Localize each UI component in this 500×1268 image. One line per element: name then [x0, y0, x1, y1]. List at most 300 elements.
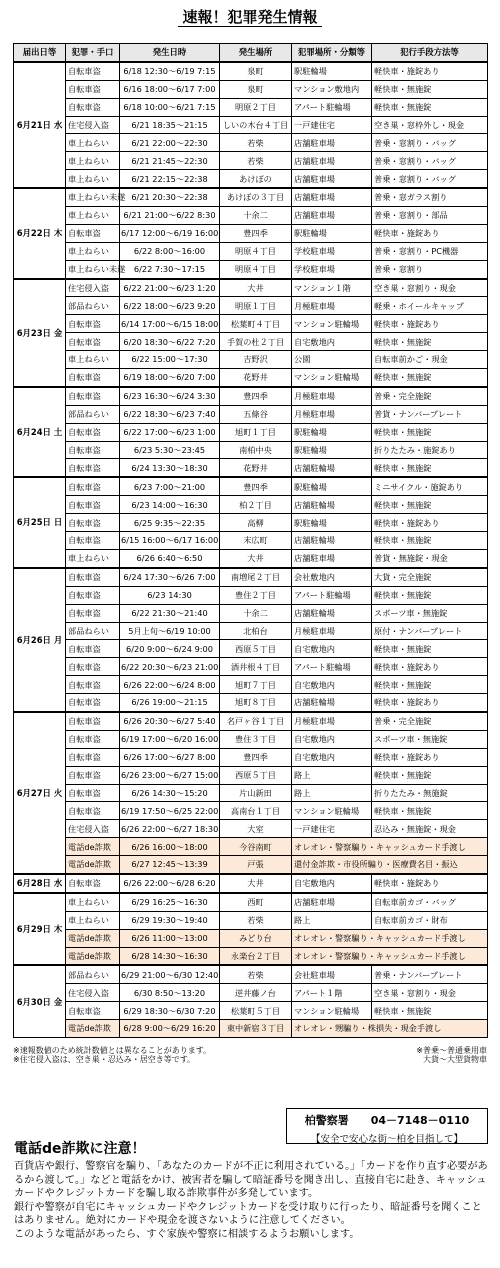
- datetime-cell: 6/21 21:45～22:30: [120, 152, 220, 170]
- location-cell: 松葉町４丁目: [220, 315, 292, 333]
- datetime-cell: 6/24 17:30～6/26 7:00: [120, 568, 220, 586]
- date-group: [14, 62, 488, 188]
- method-cell: 普乗・窓割り: [372, 260, 488, 278]
- place-category-cell: 会社敷地内: [292, 568, 372, 586]
- header-crime-type: 犯罪・手口: [66, 44, 120, 62]
- report-weekday: 木: [53, 923, 63, 934]
- method-cell: 普乗・完全施錠: [372, 387, 488, 405]
- datetime-cell: 6/26 6:40～6:50: [120, 549, 220, 567]
- table-row: [14, 496, 488, 514]
- header-location: 発生場所: [220, 44, 292, 62]
- crime-type-cell: 自転車盗: [66, 874, 120, 893]
- place-category-cell: 一戸建住宅: [292, 116, 372, 134]
- method-cell: 軽快車・施錠あり: [372, 748, 488, 766]
- method-cell: 軽快車・無施錠: [372, 802, 488, 820]
- location-cell: 片山新田: [220, 784, 292, 802]
- location-cell: 若柴: [220, 134, 292, 152]
- report-date: 6月22日: [16, 228, 51, 239]
- place-category-cell: 駅駐輪場: [292, 514, 372, 532]
- report-date: 6月28日: [16, 878, 51, 889]
- datetime-cell: 6/26 23:00～6/27 15:00: [120, 766, 220, 784]
- table-row: [14, 116, 488, 134]
- table-row: [14, 188, 488, 206]
- note-line: ※普乗～普通乗用車: [416, 1046, 487, 1055]
- table-row: [14, 333, 488, 351]
- datetime-cell: 6/16 18:00～6/17 7:00: [120, 80, 220, 98]
- crime-type-cell: 電話de詐欺: [66, 856, 120, 874]
- datetime-cell: 6/21 22:00～22:30: [120, 134, 220, 152]
- crime-type-cell: 部品ねらい: [66, 297, 120, 315]
- table-row: [14, 640, 488, 658]
- location-cell: 手賀の杜２丁目: [220, 333, 292, 351]
- place-category-cell: 駅駐輪場: [292, 423, 372, 441]
- note-line: 大貨～大型貨物車: [423, 1055, 487, 1064]
- method-cell: 普乗・窓割り・バッグ: [372, 170, 488, 188]
- table-row: [14, 423, 488, 441]
- location-cell: 西町: [220, 893, 292, 911]
- header-place-category: 犯罪場所・分類等: [292, 44, 372, 62]
- table-row: [14, 1002, 488, 1020]
- table-row: [14, 766, 488, 784]
- table-row: [14, 929, 488, 947]
- datetime-cell: 6/26 17:00～6/27 8:00: [120, 748, 220, 766]
- table-row: [14, 622, 488, 640]
- datetime-cell: 6/22 20:30～6/23 21:00: [120, 658, 220, 676]
- method-cell: 軽快車・無施錠: [372, 1002, 488, 1020]
- report-date-cell: [14, 387, 66, 477]
- location-cell: 永楽台２丁目: [220, 947, 292, 965]
- place-category-cell: アパート駐輪場: [292, 658, 372, 676]
- date-group: [14, 387, 488, 477]
- datetime-cell: 6/27 12:45～13:39: [120, 856, 220, 874]
- table-row: [14, 549, 488, 567]
- crime-type-cell: 自転車盗: [66, 532, 120, 550]
- location-cell: 豊住３丁目: [220, 730, 292, 748]
- table-row: [14, 694, 488, 712]
- datetime-cell: 6/30 8:50～13:20: [120, 984, 220, 1002]
- notes-left: [13, 1046, 211, 1064]
- crime-type-cell: 自転車盗: [66, 333, 120, 351]
- table-row: [14, 134, 488, 152]
- table-row: [14, 712, 488, 730]
- place-category-cell: 月極駐車場: [292, 622, 372, 640]
- header-method: 犯行手段方法等: [372, 44, 488, 62]
- method-cell: 空き巣・窓割り・現金: [372, 984, 488, 1002]
- location-cell: 大井: [220, 549, 292, 567]
- table-row: [14, 730, 488, 748]
- table-row: [14, 98, 488, 116]
- police-contact-box: [286, 1108, 488, 1144]
- crime-type-cell: 車上ねらい未遂: [66, 260, 120, 278]
- report-date: 6月29日: [16, 923, 51, 934]
- report-date: 6月23日: [16, 327, 51, 338]
- location-cell: あけぼの: [220, 170, 292, 188]
- location-cell: 若柴: [220, 965, 292, 983]
- location-cell: 西原５丁目: [220, 640, 292, 658]
- method-cell: 普乗・完全施錠: [372, 712, 488, 730]
- location-cell: 豊四季: [220, 387, 292, 405]
- datetime-cell: 6/26 11:00～13:00: [120, 929, 220, 947]
- date-group: [14, 279, 488, 387]
- crime-type-cell: 自転車盗: [66, 477, 120, 495]
- place-category-cell: 自宅敷地内: [292, 640, 372, 658]
- crime-type-cell: 車上ねらい: [66, 134, 120, 152]
- method-cell: 空き巣・窓割り・現金: [372, 279, 488, 297]
- place-category-cell: 店舗駐輪場: [292, 532, 372, 550]
- crime-type-cell: 自転車盗: [66, 694, 120, 712]
- datetime-cell: 6/21 22:15～22:38: [120, 170, 220, 188]
- crime-type-cell: 自転車盗: [66, 387, 120, 405]
- datetime-cell: 6/15 16:00～6/17 16:00: [120, 532, 220, 550]
- datetime-cell: 6/21 18:35～21:15: [120, 116, 220, 134]
- method-cell: 軽快車・無施錠: [372, 496, 488, 514]
- police-name-phone: 柏警察署 04－7148－0110: [304, 1114, 470, 1127]
- crime-type-cell: 住宅侵入盗: [66, 279, 120, 297]
- location-cell: 松葉町５丁目: [220, 1002, 292, 1020]
- location-cell: しいの木台４丁目: [220, 116, 292, 134]
- table-row: [14, 260, 488, 278]
- method-cell: 普乗・窓割り・PC機器: [372, 242, 488, 260]
- crime-type-cell: 車上ねらい: [66, 207, 120, 225]
- place-category-cell: アパート１階: [292, 984, 372, 1002]
- report-date: 6月21日: [16, 119, 51, 130]
- place-category-cell: 自宅敷地内: [292, 874, 372, 893]
- datetime-cell: 6/23 14:30: [120, 586, 220, 604]
- location-cell: 豊四季: [220, 748, 292, 766]
- place-category-cell: 月極駐車場: [292, 405, 372, 423]
- table-row: [14, 315, 488, 333]
- location-cell: 大井: [220, 874, 292, 893]
- location-cell: 大室: [220, 820, 292, 838]
- datetime-cell: 6/19 17:50～6/25 22:00: [120, 802, 220, 820]
- table-row: [14, 279, 488, 297]
- header-report-date: 届出日等: [14, 44, 66, 62]
- datetime-cell: 6/22 15:00～17:30: [120, 351, 220, 369]
- place-method-cell: オレオレ・警察騙り・キャッシュカード手渡し: [292, 838, 488, 856]
- location-cell: 南柏中央: [220, 441, 292, 459]
- place-category-cell: 路上: [292, 784, 372, 802]
- location-cell: 旭町７丁目: [220, 676, 292, 694]
- table-row: [14, 911, 488, 929]
- crime-type-cell: 部品ねらい: [66, 965, 120, 983]
- warning-body: [14, 1160, 490, 1242]
- datetime-cell: 6/26 22:00～6/27 18:30: [120, 820, 220, 838]
- datetime-cell: 6/22 21:00～6/23 1:20: [120, 279, 220, 297]
- method-cell: 軽快車・無施錠: [372, 640, 488, 658]
- place-category-cell: マンション駐輪場: [292, 802, 372, 820]
- report-date-cell: [14, 279, 66, 387]
- location-cell: 東中新宿３丁目: [220, 1020, 292, 1038]
- report-date: 6月24日: [16, 426, 51, 437]
- crime-type-cell: 自転車盗: [66, 640, 120, 658]
- table-row: [14, 387, 488, 405]
- table-row: [14, 676, 488, 694]
- report-weekday: 木: [53, 228, 63, 239]
- crime-type-cell: 自転車盗: [66, 80, 120, 98]
- report-date-cell: [14, 712, 66, 874]
- datetime-cell: 6/23 16:30～6/24 3:30: [120, 387, 220, 405]
- method-cell: 原付・ナンバープレート: [372, 622, 488, 640]
- place-category-cell: マンション敷地内: [292, 80, 372, 98]
- table-header-row: [14, 44, 488, 62]
- crime-type-cell: 自転車盗: [66, 676, 120, 694]
- crime-type-cell: 車上ねらい: [66, 152, 120, 170]
- place-category-cell: 月極駐車場: [292, 712, 372, 730]
- crime-type-cell: 自転車盗: [66, 369, 120, 387]
- table-row: [14, 658, 488, 676]
- location-cell: 花野井: [220, 459, 292, 477]
- report-weekday: 火: [53, 787, 63, 798]
- crime-type-cell: 自転車盗: [66, 496, 120, 514]
- crime-type-cell: 自転車盗: [66, 224, 120, 242]
- table-row: [14, 405, 488, 423]
- table-row: [14, 947, 488, 965]
- crime-type-cell: 車上ねらい: [66, 893, 120, 911]
- report-date-cell: [14, 874, 66, 893]
- date-group: [14, 188, 488, 278]
- warning-paragraph: 百貨店や銀行、警察官を騙り、「あなたのカードが不正に利用されている。」「カードを作り直す必要があるから渡して。」などと電話をかけ、被害者を騙して暗証番号を聞き出し、直接自宅に赴き、キャッシュカードやクレジットカードを騙し取る詐欺事件が多発しています。: [14, 1161, 488, 1200]
- method-cell: 軽快車・無施錠: [372, 586, 488, 604]
- note-line: ※住宅侵入盗は、空き巣・忍込み・居空き等です。: [13, 1055, 196, 1064]
- datetime-cell: 6/29 16:25～16:30: [120, 893, 220, 911]
- table-row: [14, 477, 488, 495]
- place-category-cell: 店舗駐輪場: [292, 694, 372, 712]
- crime-type-cell: 住宅侵入盗: [66, 116, 120, 134]
- location-cell: 十余二: [220, 207, 292, 225]
- place-category-cell: 路上: [292, 766, 372, 784]
- method-cell: 普乗・窓ガラス割り: [372, 188, 488, 206]
- location-cell: 旭町８丁目: [220, 694, 292, 712]
- datetime-cell: 6/22 8:00～16:00: [120, 242, 220, 260]
- place-category-cell: 店舗駐輪場: [292, 604, 372, 622]
- report-weekday: 金: [53, 327, 63, 338]
- place-category-cell: 駅駐輪場: [292, 441, 372, 459]
- place-category-cell: 店舗駐車場: [292, 549, 372, 567]
- datetime-cell: 6/21 21:00～6/22 8:30: [120, 207, 220, 225]
- crime-type-cell: 自転車盗: [66, 514, 120, 532]
- location-cell: 高南台１丁目: [220, 802, 292, 820]
- place-category-cell: 店舗駐車場: [292, 134, 372, 152]
- place-category-cell: 公園: [292, 351, 372, 369]
- datetime-cell: 6/24 13:30～18:30: [120, 459, 220, 477]
- datetime-cell: 6/26 16:00～18:00: [120, 838, 220, 856]
- crime-type-cell: 自転車盗: [66, 784, 120, 802]
- method-cell: 軽快車・無施錠: [372, 98, 488, 116]
- place-category-cell: 学校駐車場: [292, 260, 372, 278]
- location-cell: 若柴: [220, 911, 292, 929]
- datetime-cell: 6/26 20:30～6/27 5:40: [120, 712, 220, 730]
- location-cell: 豊四季: [220, 224, 292, 242]
- location-cell: 南増尾２丁目: [220, 568, 292, 586]
- place-category-cell: アパート駐輪場: [292, 98, 372, 116]
- method-cell: 忍込み・無施錠・現金: [372, 820, 488, 838]
- report-weekday: 水: [53, 878, 63, 889]
- date-group: [14, 568, 488, 712]
- place-method-cell: オレオレ・警察騙り・キャッシュカード手渡し: [292, 947, 488, 965]
- date-group: [14, 965, 488, 1037]
- method-cell: 普貨・ナンバープレート: [372, 405, 488, 423]
- method-cell: スポーツ車・無施錠: [372, 604, 488, 622]
- table-row: [14, 80, 488, 98]
- report-weekday: 金: [53, 996, 63, 1007]
- crime-type-cell: 自転車盗: [66, 802, 120, 820]
- method-cell: 軽快車・無施錠: [372, 532, 488, 550]
- place-method-cell: 還付金詐欺・市役所騙り・医療費名目・振込: [292, 856, 488, 874]
- method-cell: 普乗・窓割り・バッグ: [372, 152, 488, 170]
- place-category-cell: 月極駐車場: [292, 297, 372, 315]
- datetime-cell: 6/19 18:00～6/20 7:00: [120, 369, 220, 387]
- location-cell: 名戸ヶ谷１丁目: [220, 712, 292, 730]
- table-row: [14, 152, 488, 170]
- report-date-cell: [14, 477, 66, 567]
- crime-type-cell: 自転車盗: [66, 586, 120, 604]
- table-row: [14, 893, 488, 911]
- table-row: [14, 984, 488, 1002]
- warning-paragraph: このような電話があったら、すぐ家族や警察に相談するようお願いします。: [14, 1228, 360, 1240]
- method-cell: 軽快車・無施錠: [372, 676, 488, 694]
- datetime-cell: 6/14 17:00～6/15 18:00: [120, 315, 220, 333]
- report-date: 6月30日: [16, 996, 51, 1007]
- location-cell: 豊住２丁目: [220, 586, 292, 604]
- datetime-cell: 6/25 9:35～22:35: [120, 514, 220, 532]
- method-cell: 軽快車・無施錠: [372, 80, 488, 98]
- place-category-cell: 駅駐輪場: [292, 477, 372, 495]
- datetime-cell: 6/19 17:00～6/20 16:00: [120, 730, 220, 748]
- location-cell: 戸張: [220, 856, 292, 874]
- datetime-cell: 6/26 19:00～21:15: [120, 694, 220, 712]
- place-category-cell: 店舗駐輪場: [292, 496, 372, 514]
- datetime-cell: 6/26 22:00～6/24 8:00: [120, 676, 220, 694]
- crime-type-cell: 自転車盗: [66, 712, 120, 730]
- report-date-cell: [14, 568, 66, 712]
- method-cell: 普乗・窓割り・部品: [372, 207, 488, 225]
- place-category-cell: マンション駐輪場: [292, 1002, 372, 1020]
- method-cell: 軽快車・施錠あり: [372, 874, 488, 893]
- method-cell: 折りたたみ・施錠あり: [372, 441, 488, 459]
- crime-type-cell: 自転車盗: [66, 315, 120, 333]
- datetime-cell: 6/26 22:00～6/28 6:20: [120, 874, 220, 893]
- location-cell: 末広町: [220, 532, 292, 550]
- report-date-cell: [14, 188, 66, 278]
- table-row: [14, 224, 488, 242]
- report-date: 6月25日: [16, 517, 51, 528]
- crime-type-cell: 自転車盗: [66, 62, 120, 80]
- place-category-cell: 店舗駐車場: [292, 893, 372, 911]
- crime-type-cell: 電話de詐欺: [66, 929, 120, 947]
- crime-type-cell: 自転車盗: [66, 98, 120, 116]
- crime-type-cell: 自転車盗: [66, 748, 120, 766]
- datetime-cell: 6/28 14:30～16:30: [120, 947, 220, 965]
- method-cell: 軽乗・ホイールキャップ: [372, 297, 488, 315]
- method-cell: 軽快車・無施錠: [372, 333, 488, 351]
- location-cell: 旭町１丁目: [220, 423, 292, 441]
- location-cell: 豊四季: [220, 477, 292, 495]
- location-cell: 十余二: [220, 604, 292, 622]
- place-category-cell: 自宅敷地内: [292, 676, 372, 694]
- header-datetime: 発生日時: [120, 44, 220, 62]
- crime-type-cell: 部品ねらい: [66, 622, 120, 640]
- datetime-cell: 6/20 9:00～6/24 9:00: [120, 640, 220, 658]
- datetime-cell: 6/23 5:30～23:45: [120, 441, 220, 459]
- method-cell: 軽快車・施錠あり: [372, 694, 488, 712]
- place-category-cell: アパート駐輪場: [292, 586, 372, 604]
- report-weekday: 水: [53, 119, 63, 130]
- warning-title: 電話de詐欺に注意！: [14, 1141, 146, 1157]
- report-weekday: 土: [53, 426, 63, 437]
- method-cell: 軽快車・無施錠: [372, 369, 488, 387]
- method-cell: 自転車前カゴ・財布: [372, 911, 488, 929]
- datetime-cell: 6/20 18:30～6/22 7:20: [120, 333, 220, 351]
- datetime-cell: 6/26 14:30～15:20: [120, 784, 220, 802]
- datetime-cell: 6/23 7:00～21:00: [120, 477, 220, 495]
- table-row: [14, 874, 488, 893]
- crime-type-cell: 自転車盗: [66, 1002, 120, 1020]
- method-cell: 普乗・ナンバープレート: [372, 965, 488, 983]
- report-date: 6月27日: [16, 787, 51, 798]
- location-cell: 泉町: [220, 80, 292, 98]
- location-cell: 酒井根４丁目: [220, 658, 292, 676]
- place-category-cell: 店舗駐車場: [292, 170, 372, 188]
- date-group: [14, 477, 488, 567]
- note-line: ※速報数値のため統計数値とは異なることがあります。: [13, 1046, 212, 1055]
- table-row: [14, 351, 488, 369]
- crime-type-cell: 部品ねらい: [66, 405, 120, 423]
- date-group: [14, 893, 488, 966]
- location-cell: 高柳: [220, 514, 292, 532]
- place-category-cell: 一戸建住宅: [292, 820, 372, 838]
- method-cell: 普貨・無施錠・現金: [372, 549, 488, 567]
- crime-type-cell: 電話de詐欺: [66, 947, 120, 965]
- location-cell: みどり台: [220, 929, 292, 947]
- place-method-cell: オレオレ・甥騙り・株損失・現金手渡し: [292, 1020, 488, 1038]
- notes-right: [416, 1046, 487, 1064]
- location-cell: 逆井藤ノ台: [220, 984, 292, 1002]
- method-cell: 普乗・窓割り・バッグ: [372, 134, 488, 152]
- location-cell: 明原２丁目: [220, 98, 292, 116]
- table-row: [14, 784, 488, 802]
- table-row: [14, 242, 488, 260]
- table-row: [14, 369, 488, 387]
- crime-type-cell: 自転車盗: [66, 568, 120, 586]
- location-cell: 花野井: [220, 369, 292, 387]
- crime-type-cell: 自転車盗: [66, 441, 120, 459]
- datetime-cell: 6/18 10:00～6/21 7:15: [120, 98, 220, 116]
- place-category-cell: 会社駐車場: [292, 965, 372, 983]
- crime-type-cell: 車上ねらい: [66, 351, 120, 369]
- table-row: [14, 965, 488, 983]
- place-category-cell: 店舗駐輪場: [292, 459, 372, 477]
- location-cell: 吉野沢: [220, 351, 292, 369]
- place-method-cell: オレオレ・警察騙り・キャッシュカード手渡し: [292, 929, 488, 947]
- place-category-cell: 学校駐車場: [292, 242, 372, 260]
- place-category-cell: 自宅敷地内: [292, 333, 372, 351]
- location-cell: 柏２丁目: [220, 496, 292, 514]
- table-row: [14, 802, 488, 820]
- crime-type-cell: 自転車盗: [66, 423, 120, 441]
- place-category-cell: 自宅敷地内: [292, 730, 372, 748]
- datetime-cell: 6/17 12:00～6/19 16:00: [120, 224, 220, 242]
- report-date: 6月26日: [16, 634, 51, 645]
- place-category-cell: 月極駐車場: [292, 387, 372, 405]
- page-title: 速報！犯罪発生情報: [0, 6, 500, 27]
- location-cell: 北柏台: [220, 622, 292, 640]
- table-row: [14, 604, 488, 622]
- location-cell: 明原４丁目: [220, 242, 292, 260]
- method-cell: 軽快車・施錠あり: [372, 514, 488, 532]
- location-cell: あけぼの３丁目: [220, 188, 292, 206]
- crime-type-cell: 車上ねらい: [66, 242, 120, 260]
- method-cell: 軽快車・施錠あり: [372, 315, 488, 333]
